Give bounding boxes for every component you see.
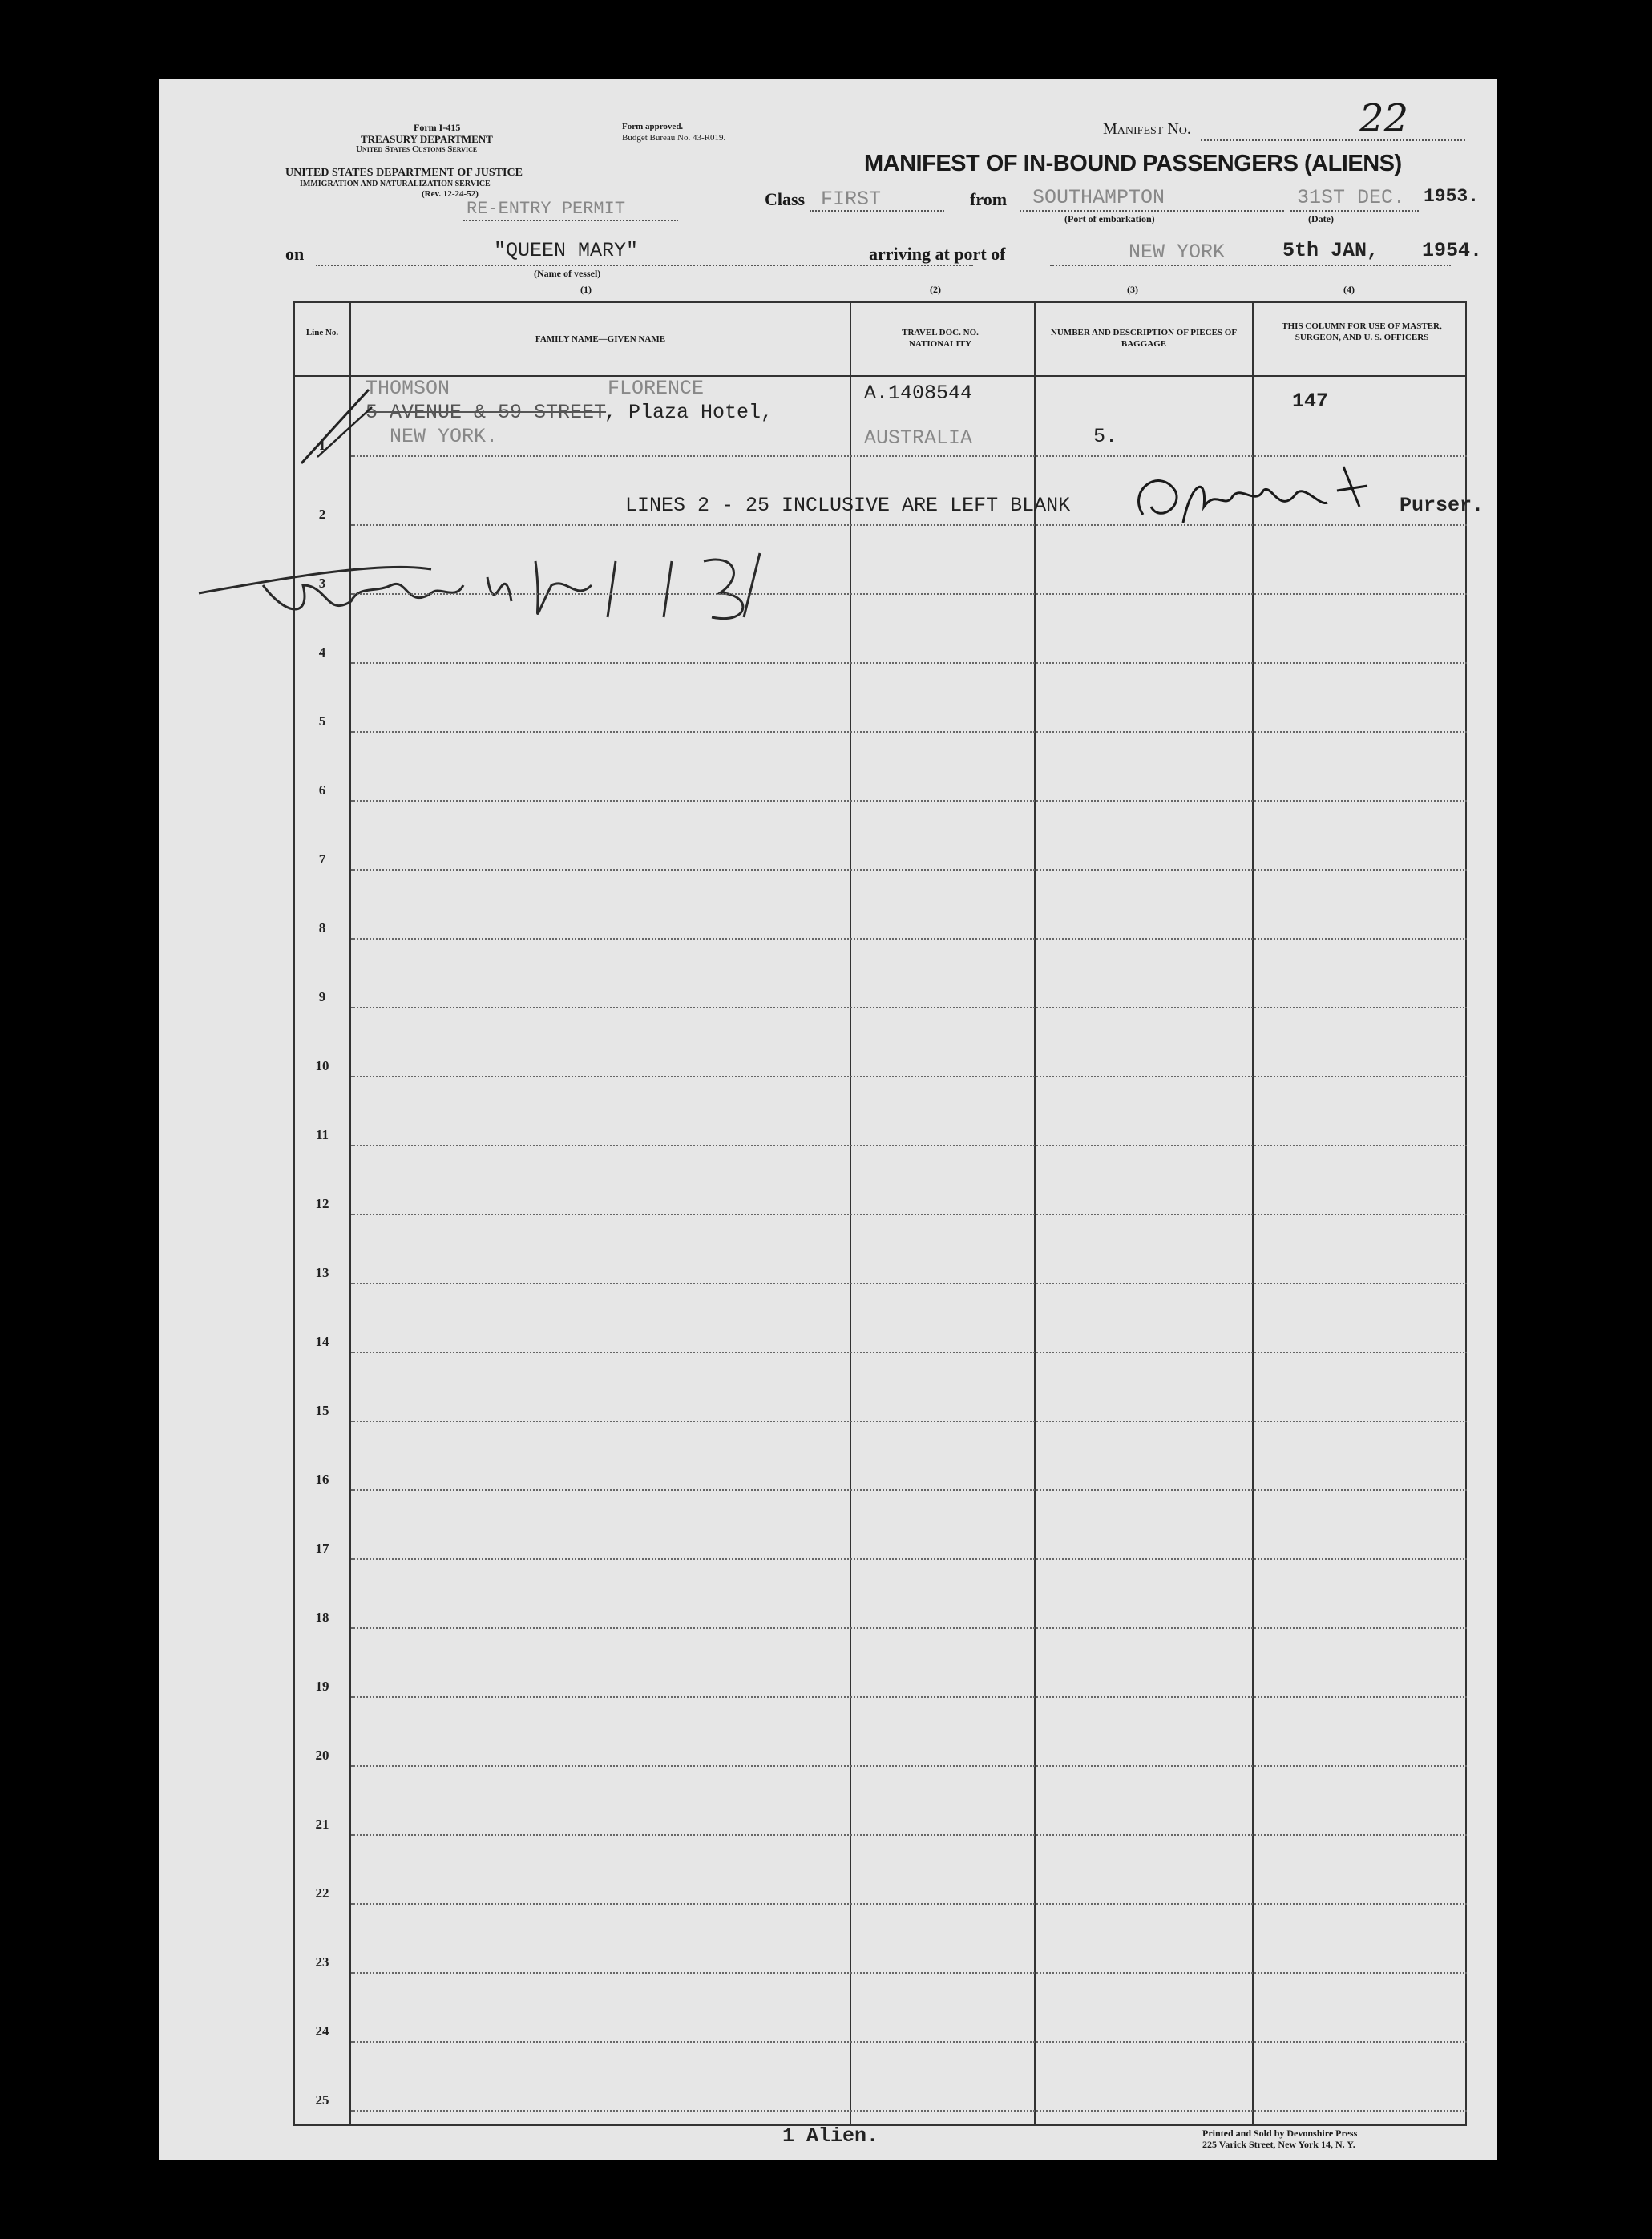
row-line [351,869,1467,871]
line-number: 4 [318,645,326,660]
row-line [351,1421,1467,1422]
line-number: 2 [318,507,326,522]
on-label: on [285,244,305,264]
arrival-port-underline [1050,265,1451,266]
port-of-embarkation: SOUTHAMPTON [1032,186,1165,209]
customs-service: United States Customs Service [356,144,478,154]
alien-count: 1 Alien. [782,2124,879,2148]
arrival-year: 1954. [1422,239,1483,262]
passenger-address: , Plaza Hotel, [604,401,773,424]
port-embark-underline [1020,210,1284,212]
vessel-underline [316,265,973,266]
row-line [351,2110,1467,2112]
blank-lines-note: LINES 2 - 25 INCLUSIVE ARE LEFT BLANK [625,494,1071,517]
reentry-underline [463,220,678,221]
column-number-3: (3) [1127,284,1138,295]
handwritten-annotation [191,529,768,641]
header-family-name: FAMILY NAME—GIVEN NAME [535,334,666,344]
manifest-number: 22 [1359,96,1409,141]
column-number-4: (4) [1343,284,1355,295]
line-number: 23 [315,1954,329,1970]
header-baggage: NUMBER AND DESCRIPTION OF PIECES OF BAGGAGE [1050,328,1238,349]
column-number-2: (2) [930,284,941,295]
nationality: AUSTRALIA [864,426,973,450]
row-line [351,2041,1467,2043]
officer-number: 147 [1292,390,1329,413]
travel-doc-number: A.1408544 [864,382,973,405]
row-line [351,662,1467,664]
row-line [351,800,1467,802]
line-number: 13 [315,1265,329,1280]
row-line [351,1214,1467,1215]
line-number: 21 [315,1817,329,1832]
line-number: 3 [318,576,326,591]
arrival-date: 5th JAN, [1282,239,1379,262]
row-line [351,1283,1467,1284]
line-number: 14 [315,1334,329,1349]
header-travel-doc: TRAVEL DOC. NO. NATIONALITY [902,328,979,349]
row-line [351,1627,1467,1629]
printer-line-1: Printed and Sold by Devonshire Press [1202,2128,1358,2139]
line-number: 5 [318,713,326,729]
line-number: 22 [315,1885,329,1901]
row-line [351,1558,1467,1560]
immigration-service: IMMIGRATION AND NATURALIZATION SERVICE [300,180,491,188]
passenger-address-city: NEW YORK. [390,425,499,448]
form-number: Form I-415 [414,122,461,133]
passenger-address-struck: 5 AVENUE & 59 STREET [366,401,607,424]
date-caption: (Date) [1308,213,1334,224]
printer-line-2: 225 Varick Street, New York 14, N. Y. [1202,2139,1355,2150]
vessel-name: "QUEEN MARY" [494,239,639,262]
row-line [351,593,1467,595]
row-line [351,1489,1467,1491]
row-line [351,1972,1467,1974]
row-line [351,1696,1467,1698]
row-line [351,455,1467,457]
arriving-label: arriving at port of [869,244,1006,264]
from-label: from [970,189,1008,209]
line-number: 16 [315,1472,329,1487]
passenger-given-name: FLORENCE [608,377,705,400]
line-number: 9 [318,989,326,1004]
line-number: 15 [315,1403,329,1418]
table-header-rule [293,375,1467,377]
row-line [351,1903,1467,1905]
line-number: 19 [315,1679,329,1694]
row-line [351,1007,1467,1008]
line-number: 17 [315,1541,329,1556]
manifest-page [159,79,1497,2160]
line-number: 11 [315,1127,329,1142]
vessel-caption: (Name of vessel) [534,268,601,279]
row-line [351,1834,1467,1836]
form-approved: Form approved. [622,122,684,131]
line-number: 25 [315,2092,329,2108]
row-line [351,524,1467,526]
line-number: 20 [315,1748,329,1763]
line-number: 24 [315,2023,329,2039]
column-number-1: (1) [580,284,592,295]
line-number: 6 [318,782,326,798]
row-line [351,938,1467,940]
line-number: 10 [315,1058,329,1073]
strike-mark [295,383,375,471]
purser-signature [1127,459,1375,539]
budget-bureau: Budget Bureau No. 43-R019. [622,133,726,143]
treasury-department: TREASURY DEPARTMENT [361,133,493,145]
baggage-count: 5. [1093,425,1118,448]
row-line [351,731,1467,733]
depart-date-underline [1290,210,1419,212]
header-line-no: Line No. [305,328,339,337]
line-number: 7 [318,851,326,867]
class-value: FIRST [821,188,882,211]
row-line [351,1765,1467,1767]
passenger-family-name: THOMSON [366,377,450,400]
reentry-permit: RE-ENTRY PERMIT [467,199,626,219]
line-number: 18 [315,1610,329,1625]
departure-date: 31ST DEC. [1297,186,1406,209]
line-number: 12 [315,1196,329,1211]
arrival-port: NEW YORK [1129,240,1226,264]
row-line [351,1352,1467,1353]
form-revision: (Rev. 12-24-52) [422,189,479,199]
manifest-number-label: Manifest No. [1103,120,1191,138]
header-officers: THIS COLUMN FOR USE OF MASTER, SURGEON, AND U. S. OFFICERS [1282,321,1442,342]
departure-year: 1953. [1424,186,1480,207]
line-number: 1 [318,438,326,453]
manifest-title: MANIFEST OF IN-BOUND PASSENGERS (ALIENS) [864,151,1402,176]
row-line [351,1145,1467,1146]
port-embark-caption: (Port of embarkation) [1064,213,1155,224]
class-label: Class [765,189,806,209]
row-line [351,1076,1467,1077]
line-number: 8 [318,920,326,936]
manifest-number-underline [1201,139,1465,141]
department-of-justice: UNITED STATES DEPARTMENT OF JUSTICE [285,167,523,179]
purser-label: Purser. [1400,494,1484,517]
